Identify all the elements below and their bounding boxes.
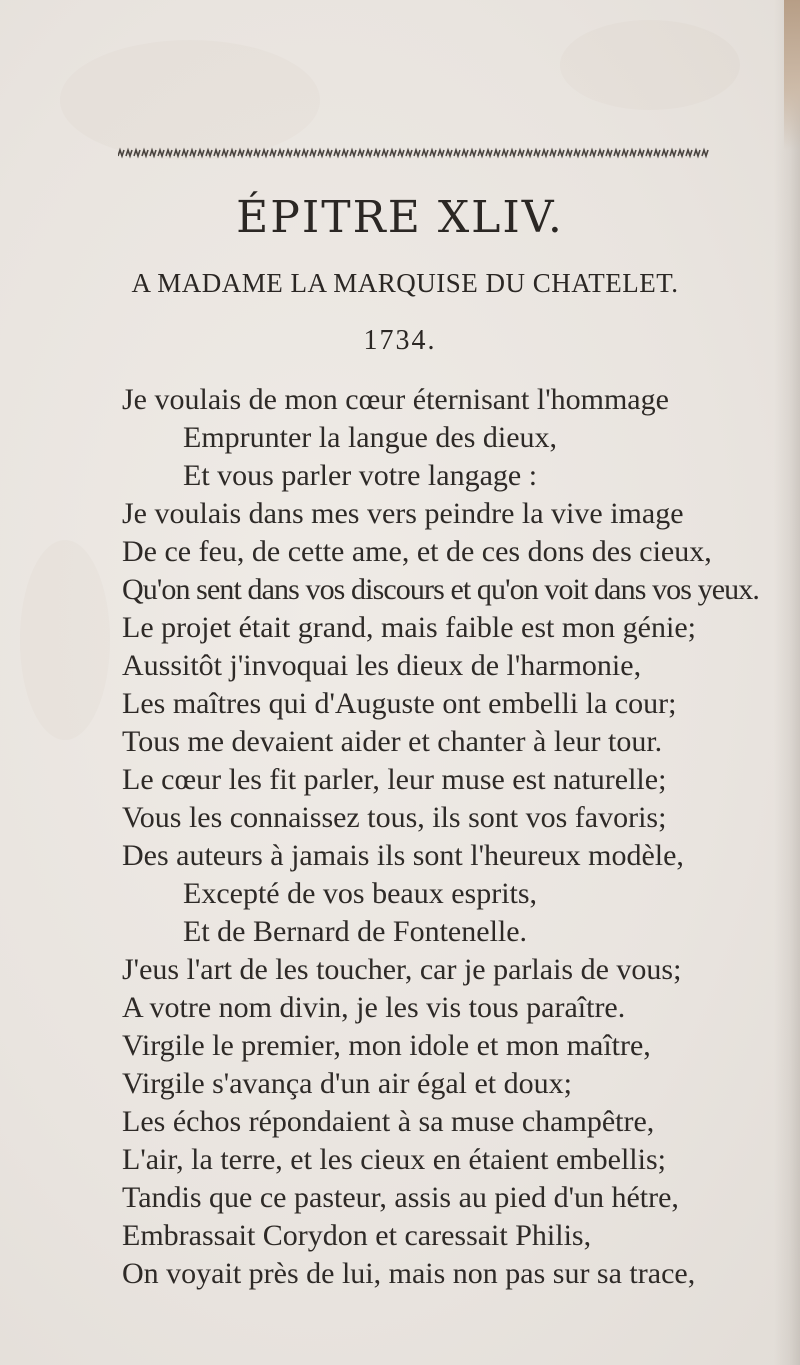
poem-line: Les maîtres qui d'Auguste ont embelli la cour; bbox=[122, 687, 677, 720]
poem-line: J'eus l'art de les toucher, car je parlais de vous; bbox=[122, 953, 682, 986]
poem-line: On voyait près de lui, mais non pas sur sa trace, bbox=[122, 1257, 696, 1290]
poem-line: Vous les connaissez tous, ils sont vos favoris; bbox=[122, 801, 667, 834]
poem-line: Le projet était grand, mais faible est mon génie; bbox=[122, 611, 696, 644]
poem-line: Virgile le premier, mon idole et mon maître, bbox=[122, 1029, 651, 1062]
poem-line: Je voulais dans mes vers peindre la vive image bbox=[122, 497, 684, 530]
poem-line: Emprunter la langue des dieux, bbox=[183, 421, 558, 454]
poem-line: Et vous parler votre langage : bbox=[183, 459, 538, 492]
dedication-heading: A MADAME LA MARQUISE DU CHATELET. bbox=[131, 268, 679, 298]
poem-line: De ce feu, de cette ame, et de ces dons des cieux, bbox=[122, 535, 712, 568]
page-edge-stain bbox=[784, 0, 800, 150]
poem-line: Virgile s'avança d'un air égal et doux; bbox=[122, 1067, 572, 1100]
poem-line: Des auteurs à jamais ils sont l'heureux modèle, bbox=[122, 839, 684, 872]
year-heading: 1734. bbox=[363, 325, 437, 356]
poem-line: Tous me devaient aider et chanter à leur tour. bbox=[122, 725, 663, 758]
epistle-title: ÉPITRE XLIV. bbox=[236, 192, 564, 243]
poem-line: L'air, la terre, et les cieux en étaient embellis; bbox=[122, 1143, 666, 1176]
poem-line: Excepté de vos beaux esprits, bbox=[183, 877, 538, 910]
paper-stain bbox=[60, 40, 320, 160]
poem-line: Embrassait Corydon et caressait Philis, bbox=[122, 1219, 592, 1252]
poem-line: Les échos répondaient à sa muse champêtre, bbox=[122, 1105, 655, 1138]
poem-line: Qu'on sent dans vos discours et qu'on voit dans vos yeux. bbox=[122, 573, 759, 606]
header-ornament-rule bbox=[118, 147, 710, 159]
poem-line: A votre nom divin, je les vis tous paraître. bbox=[122, 991, 626, 1024]
paper-stain bbox=[20, 540, 110, 740]
poem-line: Le cœur les fit parler, leur muse est naturelle; bbox=[122, 763, 667, 796]
poem-line: Je voulais de mon cœur éternisant l'hommage bbox=[122, 383, 669, 416]
paper-stain bbox=[560, 20, 740, 110]
poem-line: Aussitôt j'invoquai les dieux de l'harmonie, bbox=[122, 649, 642, 682]
ornament-pattern bbox=[118, 150, 708, 156]
poem-line: Et de Bernard de Fontenelle. bbox=[183, 915, 528, 948]
poem-line: Tandis que ce pasteur, assis au pied d'un hétre, bbox=[122, 1181, 679, 1214]
